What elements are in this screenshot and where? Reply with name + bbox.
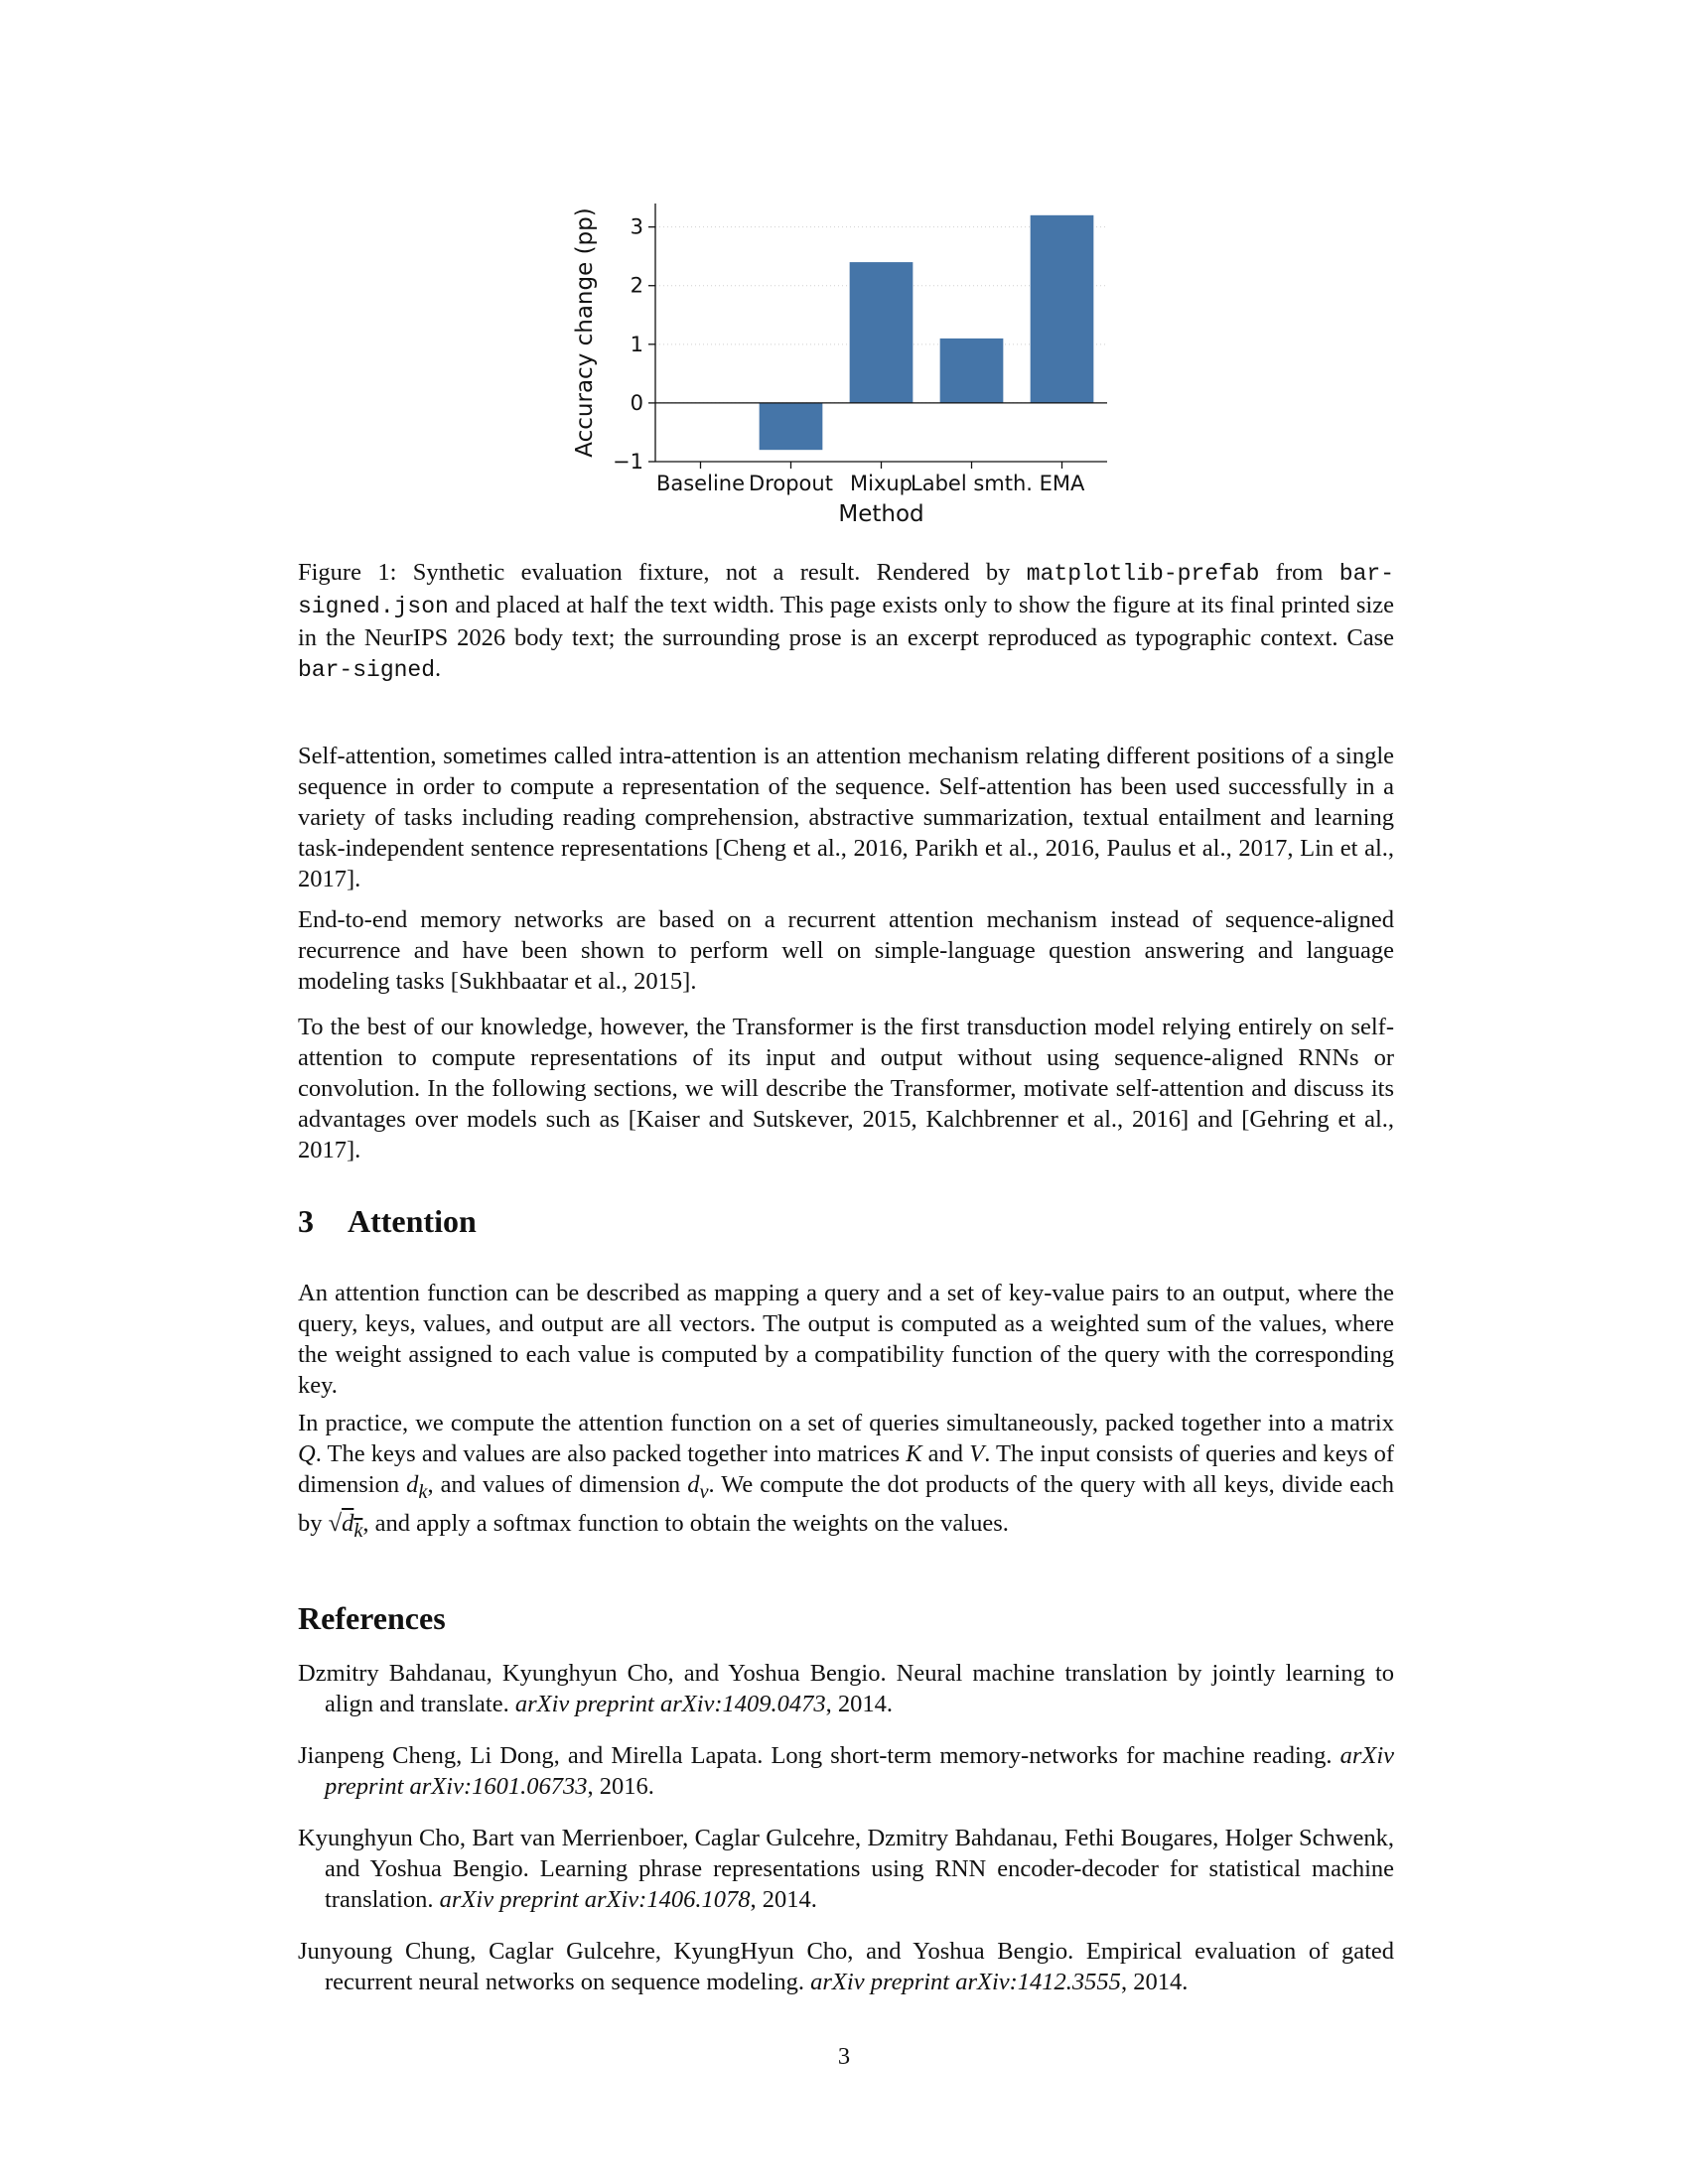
- math-sqrt-body: [342, 1509, 363, 1542]
- reference-year: , 2014.: [750, 1886, 817, 1913]
- math-d: d: [406, 1471, 419, 1498]
- math-d: d: [342, 1509, 354, 1537]
- math-subscript: v: [699, 1480, 709, 1503]
- caption-tool-name: matplotlib-prefab: [1026, 561, 1260, 587]
- y-tick-label: 0: [630, 390, 643, 415]
- figure-caption: [298, 557, 1394, 686]
- caption-text: Figure 1: Synthetic evaluation fixture, not a result. Rendered by: [298, 559, 1027, 586]
- references-heading: References: [298, 1600, 446, 1636]
- reference-text: Kyunghyun Cho, Bart van Merrienboer, Caglar Gulcehre, Dzmitry Bahdanau, Fethi Bougares, Holger Schwenk, and Yoshua Bengio. Learning phrase representations using RNN encoder-decoder for statistical machine translation.: [298, 1825, 1394, 1913]
- y-tick-label: −1: [613, 450, 643, 474]
- text-run: In practice, we compute the attention function on a set of queries simultaneously, packed together into a matrix: [298, 1410, 1394, 1436]
- reference-venue: arXiv preprint arXiv:1409.0473: [514, 1691, 826, 1717]
- bar-mixup: [850, 262, 914, 403]
- reference-item: [298, 1658, 1394, 1719]
- text-run: , and values of dimension: [427, 1471, 688, 1498]
- x-tick-label: EMA: [1039, 472, 1085, 495]
- y-tick-label: 2: [630, 273, 643, 298]
- caption-text: .: [435, 655, 442, 682]
- bar-chart: [556, 184, 1132, 526]
- math-k: K: [906, 1440, 922, 1467]
- reference-venue: arXiv preprint arXiv:1601.06733: [325, 1742, 1394, 1800]
- reference-list: [298, 1658, 1394, 2018]
- math-d: d: [687, 1471, 700, 1498]
- text-run: and: [921, 1440, 970, 1467]
- reference-venue: arXiv preprint arXiv:1406.1078: [439, 1886, 751, 1913]
- y-tick-label: 3: [630, 214, 643, 239]
- reference-text: Jianpeng Cheng, Li Dong, and Mirella Lapata. Long short-term memory-networks for machine reading.: [298, 1742, 1340, 1769]
- reference-year: , 2014.: [1120, 1969, 1189, 1995]
- x-tick-label: Dropout: [749, 472, 833, 495]
- reference-year: , 2016.: [587, 1773, 654, 1800]
- reference-venue: arXiv preprint arXiv:1412.3555: [810, 1969, 1121, 1995]
- x-tick-label: Baseline: [655, 472, 746, 495]
- text-run: . The input consists of queries and keys of dimension: [298, 1440, 1395, 1498]
- body-paragraph: [298, 1278, 1394, 1401]
- section-title: Attention: [348, 1203, 477, 1239]
- bar-dropout: [760, 403, 823, 450]
- bar-ema: [1031, 215, 1094, 403]
- caption-text: and placed at half the text width. This page exists only to show the figure at its final printed size in the NeurIPS 2026 body text; the surrounding prose is an excerpt reproduced as typographic context. Case: [298, 592, 1394, 651]
- caption-file-name: bar-signed.json: [298, 561, 1395, 619]
- x-tick-label: Label smth.: [911, 472, 1033, 495]
- section-number: 3: [298, 1203, 314, 1239]
- x-axis-label: Method: [838, 501, 924, 526]
- reference-item: [298, 1740, 1394, 1802]
- body-paragraph: [298, 741, 1394, 894]
- paragraph-self-attention: Self-attention, sometimes called intra-attention is an attention mechanism relating different positions of a single sequence in order to compute a representation of the sequence. Self-attention has been used successfully in a variety of tasks including reading comprehension, abstractive summarization, textual entailment and learning task-independent sentence representations [Cheng et al., 2016, Parikh et al., 2016, Paulus et al., 2017, Lin et al., 2017].: [298, 743, 1394, 892]
- paragraph-memory-networks: End-to-end memory networks are based on a recurrent attention mechanism instead of sequence-aligned recurrence and have been shown to perform well on simple-language question answering and language modeling tasks [Sukhbaatar et al., 2015].: [298, 906, 1394, 995]
- math-subscript: k: [353, 1519, 363, 1542]
- math-subscript: k: [418, 1480, 428, 1503]
- y-tick-label: 1: [630, 332, 643, 356]
- bar-label-smth-: [940, 339, 1004, 403]
- text-run: , and apply a softmax function to obtain the weights on the values.: [362, 1509, 1009, 1537]
- text-run: . We compute the dot products of the query with all keys, divide each by: [298, 1471, 1394, 1537]
- reference-text: Junyoung Chung, Caglar Gulcehre, KyungHyun Cho, and Yoshua Bengio. Empirical evaluation of gated recurrent neural networks on sequence modeling.: [298, 1938, 1394, 1995]
- reference-item: [298, 1936, 1394, 1997]
- text-run: . The keys and values are also packed together into matrices: [315, 1440, 907, 1467]
- reference-year: , 2014.: [825, 1691, 894, 1717]
- math-v: V: [969, 1440, 985, 1467]
- x-tick-label: Mixup: [849, 472, 914, 495]
- reference-text: Dzmitry Bahdanau, Kyunghyun Cho, and Yoshua Bengio. Neural machine translation by jointly learning to align and translate.: [298, 1660, 1394, 1717]
- page-number: 3: [837, 2043, 851, 2070]
- paragraph-transformer: To the best of our knowledge, however, the Transformer is the first transduction model relying entirely on self-attention to compute representations of its input and output without using sequence-aligned RNNs or convolution. In the following sections, we will describe the Transformer, motivate self-attention and discuss its advantages over models such as [Kaiser and Sutskever, 2015, Kalchbrenner et al., 2016] and [Gehring et al., 2017].: [298, 1014, 1394, 1163]
- paragraph-attention-practice: [298, 1408, 1394, 1547]
- math-q: Q: [298, 1440, 316, 1467]
- body-paragraph: [298, 1408, 1394, 1547]
- section-heading: [298, 1201, 477, 1241]
- caption-text: from: [1259, 559, 1339, 586]
- paragraph-attention-function: An attention function can be described as mapping a query and a set of key-value pairs to an output, where the query, keys, values, and output are all vectors. The output is computed as a weighted sum of the values, where the weight assigned to each value is computed by a compatibility function of the query with the corresponding key.: [298, 1280, 1394, 1399]
- body-paragraph: [298, 1012, 1394, 1165]
- y-axis-label: Accuracy change (pp): [572, 207, 598, 458]
- body-paragraph: [298, 904, 1394, 997]
- reference-item: [298, 1823, 1394, 1915]
- math-sqrt: √: [328, 1509, 343, 1537]
- caption-case-name: bar-signed: [298, 657, 436, 683]
